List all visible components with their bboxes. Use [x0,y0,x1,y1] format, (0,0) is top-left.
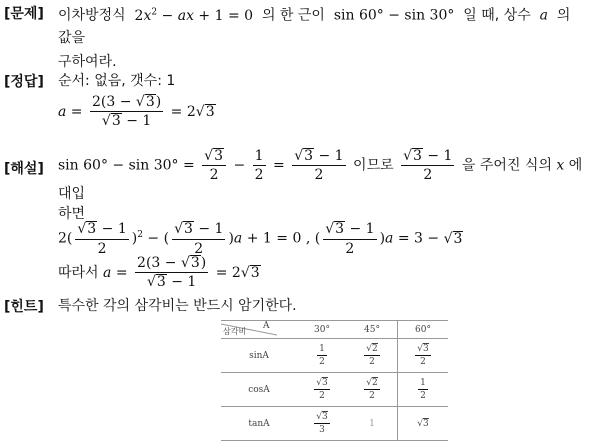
table-corner: A 삼각비 [221,321,297,339]
table-row: cosA $\frac{√3}{2}$ $\frac{√2}{2}$ $\frac{1}{2}$ [221,373,448,407]
table-header: 45° [347,321,398,339]
table-header: 60° [398,321,449,339]
explanation-text: sin 60° − sin 30° = $\frac{√3}{2}$ − $\frac{1}{2}$ = $\frac{√3 - 1}{2}$ 이므로 $\frac{√3 - 1}{2}$ 을 주어진 식의 x 에 대입 하면 2( $\frac{√3 - 1}{2}$ )$^2$ − ( $\frac{√3 - 1}{2}$ )a + 1 = 0 , ( $\frac{√3 - 1}{2}$ )a = 3 − √3 따라서 a = $\frac{2(3 - √3)}{√3 - 1}$ = 2√3 [58,148,583,291]
table-header: 30° [297,321,347,339]
table-row: sinA $\frac{1}{2}$ $\frac{√2}{2}$ $\frac{√3}{2}$ [221,339,448,373]
hint-text: 특수한 각의 삼각비는 반드시 암기한다. [58,298,297,314]
answer-text: 순서: 없음, 갯수: 1 a = $\frac{2(3 - √3)}{√3 - 1}$ = 2√3 [58,70,586,130]
trig-ratio-table [221,320,448,441]
problem-tag: [문제] [4,6,44,22]
answer-formula: a = $\frac{2(3 - √3)}{√3 - 1}$ = 2√3 [58,94,215,130]
problem-text: 이차방정식 $2x^2$ − ax + 1 = 0 의 한 근이 sin 60° − sin 30° 일 때, 상수 a 의 값을 구하여라. [58,7,571,70]
explanation-tag: [해설] [4,161,44,177]
answer-tag: [정답] [4,74,44,90]
hint-tag: [힌트] [4,299,44,315]
table-row: tanA $\frac{√3}{3}$ 1 √3 [221,407,448,441]
